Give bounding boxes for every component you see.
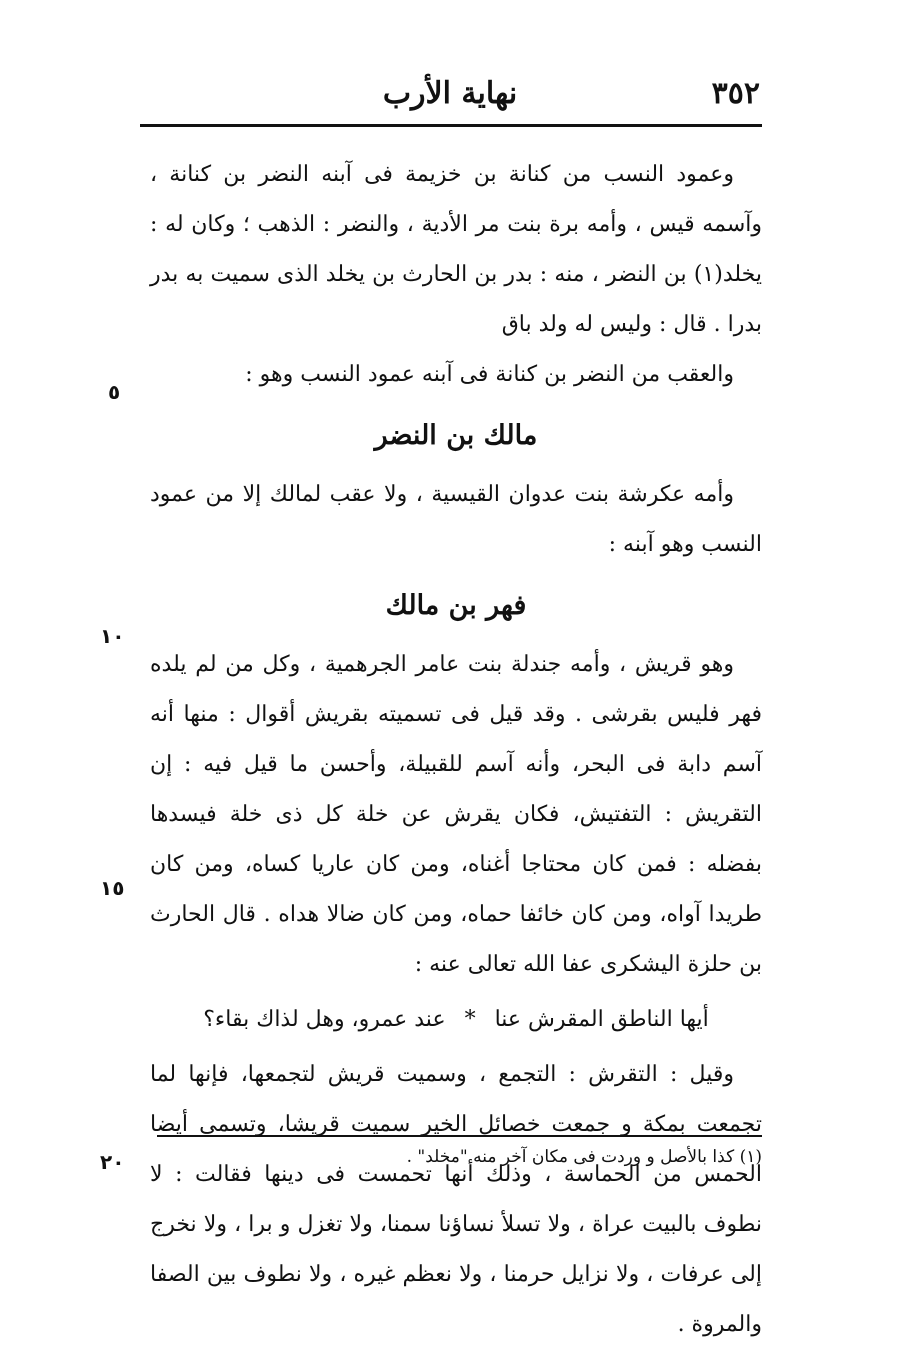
paragraph-tagarrush: وقيل : التقرش : التجمع ، وسميت قريش لتجمعها، فإنها لما تجمعت بمكة و جمعت خصائل الخير سميت قريشا، وتسمى أيضا الحمس من الحماسة ، وذلك أنها تحمست فى دينها فقالت : لا نطوف بالبيت عراة ، ولا تسلأ نساؤنا سمنا، ولا تغزل و برا ، ولا نخرج إلى عرفات ، ولا نزايل حرمنا ، ولا نعظم غيره ، ولا نطوف بين الصفا والمروة . [150,1062,762,1337]
footnote-rule [157,1135,762,1137]
margin-line-number-5: ٥ [108,380,121,404]
running-title: نهاية الأرب [382,76,518,111]
margin-line-number-15: ١٥ [100,876,125,900]
page-number: ٣٥٢ [711,76,760,111]
verse-second-hemistich: عند عمرو، وهل لذاك بقاء؟ [203,1007,446,1032]
margin-line-number-20: ٢٠ [100,1150,125,1174]
poem-verse [150,994,762,1046]
section-heading-fihr: فهر بن مالك [385,590,527,621]
section-heading-malik: مالك بن النضر [374,420,538,451]
paragraph-malik: وأمه عكرشة بنت عدوان القيسية ، ولا عقب لمالك إلا من عمود النسب وهو آبنه : [150,482,762,557]
verse-first-hemistich: أيها الناطق المقرش عنا [494,1007,709,1032]
margin-line-number-10: ١٠ [100,624,125,648]
paragraph-descendants: والعقب من النضر بن كنانة فى آبنه عمود النسب وهو : [245,362,734,387]
paragraph-lineage: وعمود النسب من كنانة بن خزيمة فى آبنه النضر بن كنانة ، وآسمه قيس ، وأمه برة بنت مر الأدية ، والنضر : الذهب ؛ وكان له : يخلد(١) بن النضر ، منه : بدر بن الحارث بن يخلد الذى سميت به بدر بدرا . قال : وليس له ولد باق [150,162,762,337]
page-header [140,70,760,114]
verse-separator: * [464,1007,476,1032]
paragraph-fihr: وهو قريش ، وأمه جندلة بنت عامر الجرهمية ، وكل من لم يلده فهر فليس بقرشى . وقد قيل فى تسميته بقريش أقوال : منها أنه آسم دابة فى البحر، وأنه آسم للقبيلة، وأحسن ما قيل فيه : إن التقريش : التفتيش، فكان يقرش عن خلة كل ذى خلة فيسدها بفضله : فمن كان محتاجا أغناه، ومن كان عاريا كساه، ومن كان طريدا آواه، ومن كان خائفا حماه، ومن كان ضالا هداه . قال الحارث بن حلزة اليشكرى عفا الله تعالى عنه : [150,652,762,977]
footnote: (١) كذا بالأصل و وردت فى مكان آخر منه "مخلد" . [406,1147,762,1167]
header-rule [140,124,762,127]
